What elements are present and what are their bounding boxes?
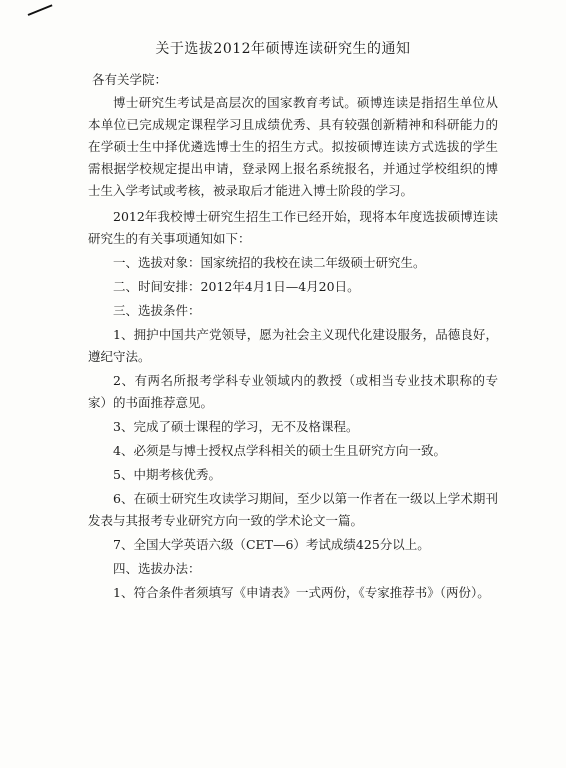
salutation: 各有关学院： [92,72,168,87]
page-title: 关于选拔2012年硕博连读研究生的通知 [155,41,411,57]
condition-item: 1、拥护中国共产党领导，愿为社会主义现代化建设服务，品德良好，遵纪守法。 [88,327,498,364]
condition-item: 3、完成了硕士课程的学习，无不及格课程。 [113,419,359,434]
paragraph-announcement: 2012年我校博士研究生招生工作已经开始，现将本年度选拔硕博连读研究生的有关事项通知如下： [88,209,498,246]
section-conditions-heading: 三、选拔条件： [113,303,201,318]
condition-item: 6、在硕士研究生攻读学习期间，至少以第一作者在一级以上学术期刊发表与其报考专业研究方向一致的学术论文一篇。 [88,491,498,528]
condition-item: 2、有两名所报考学科专业领域内的教授（或相当专业技术职称的专家）的书面推荐意见。 [88,373,498,410]
section-target: 一、选拔对象：国家统招的我校在读二年级硕士研究生。 [113,255,426,270]
section-method-heading: 四、选拔办法： [113,561,201,576]
pen-mark [28,4,53,16]
condition-item: 5、中期考核优秀。 [113,467,221,482]
method-item: 1、符合条件者须填写《申请表》一式两份，《专家推荐书》（两份）。 [113,585,490,600]
paragraph-intro: 博士研究生考试是高层次的国家教育考试。硕博连读是指招生单位从本单位已完成规定课程学习且成绩优秀、具有较强创新精神和科研能力的在学硕士生中择优遴选博士生的招生方式。拟按硕博连读方式选拔的学生需根据学校规定提出申请，登录网上报名系统报名，并通过学校组织的博士生入学考试或考核，被录取后才能进入博士阶段的学习。 [88,95,498,198]
section-schedule: 二、时间安排：2012年4月1日—4月20日。 [113,279,360,294]
notice-body [88,92,498,606]
condition-item: 4、必须是与博士授权点学科相关的硕士生且研究方向一致。 [113,443,446,458]
condition-item: 7、全国大学英语六级（CET—6）考试成绩425分以上。 [113,537,430,552]
